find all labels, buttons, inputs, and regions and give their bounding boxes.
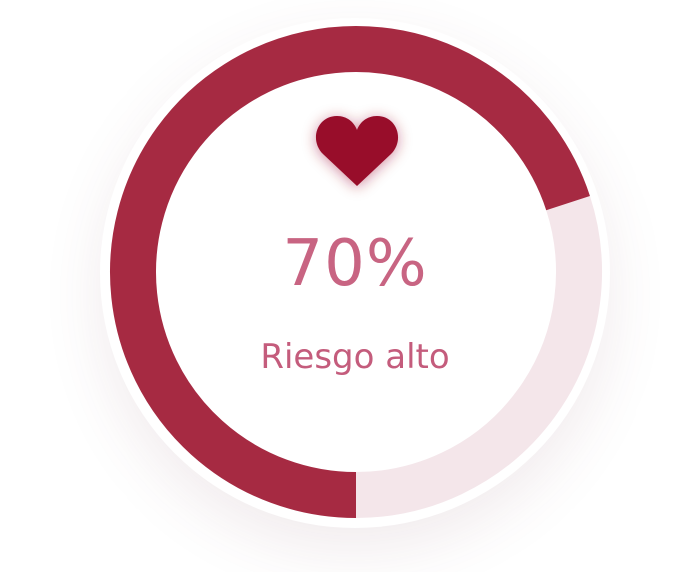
risk-percent-value: 70% xyxy=(282,227,428,301)
risk-level-label: Riesgo alto xyxy=(260,337,450,377)
